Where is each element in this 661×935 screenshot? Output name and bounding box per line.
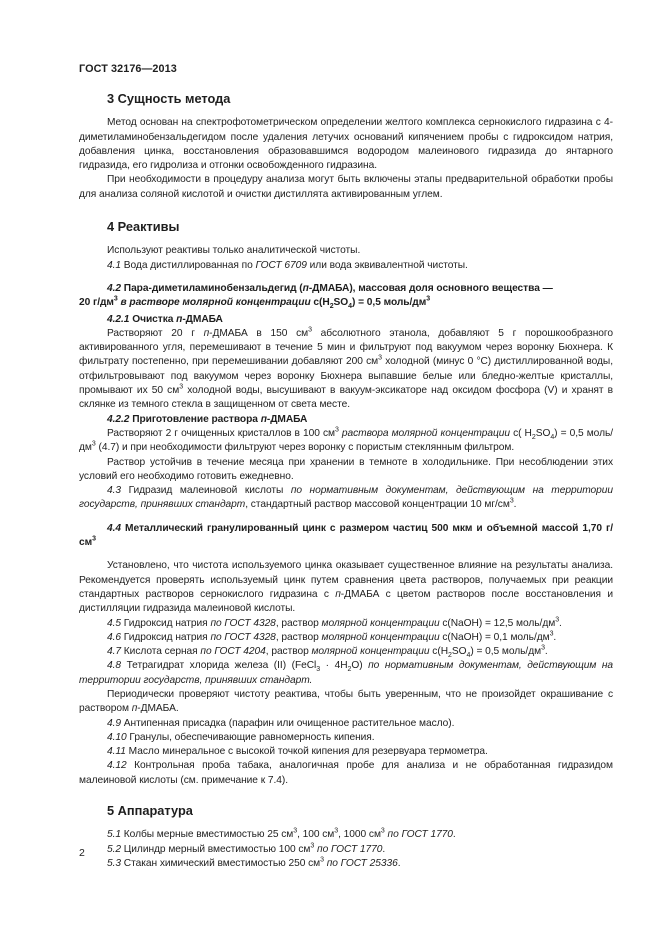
page-header-doc-id: ГОСТ 32176—2013 (79, 63, 177, 75)
item-4-11: 4.11 Масло минеральное с высокой точкой кипения для резервуара термометра. (107, 746, 488, 758)
item-4-5: 4.5 Гидроксид натрия по ГОСТ 4328, раствор молярной концентрации с(NaOH) = 12,5 моль/$дм^3$. (107, 616, 562, 629)
section-5-title: 5 Аппаратура (107, 803, 193, 819)
item-4-2-heading: 4.2 Пара-диметиламинобензальдегид (п-ДМАБА), массовая доля основного вещества — 20 $г/дм^3$ в растворе молярной концентрации $с(H_2SO_4) = 0,5$ моль/$дм^3$ (79, 282, 553, 311)
item-4-7: 4.7 Кислота серная по ГОСТ 4204, раствор молярной концентрации $с(H_2SO_4) = 0,5$ моль/$дм^3$. (107, 644, 548, 660)
section-4-intro: Используют реактивы только аналитической чистоты. (107, 245, 361, 257)
document-body (79, 92, 613, 871)
section-3-paragraph-2: При необходимости в процедуру анализа могут быть включены этапы предварительной обработки пробы для анализа соляной кислотой и очистки дистиллята активированным углем. (79, 174, 613, 200)
item-5-3: 5.3 Стакан химический вместимостью 250 $см^3$ по ГОСТ 25336. (107, 856, 401, 869)
item-4-2-2-heading: 4.2.2 Приготовление раствора п-ДМАБА (107, 413, 308, 425)
item-4-12: 4.12 Контрольная проба табака, аналогичная пробе для анализа и не обработанная гидразидом малеиновой кислоты (см. примечание к 7.4). (79, 760, 613, 786)
section-3-paragraph-1: Метод основан на спектрофотометрическом определении желтого комплекса сернокислого гидразина с 4-диметиламинобензальдегидом после удаления летучих оснований кипячением пробы с гидроксидом натрия, добавления цинка, восстановления образовавшимся водородом малеинового гидразида до янтарного гидразида, его гидролиза и отгонки освобожденного гидразина. (79, 117, 613, 172)
item-4-1: 4.1 Вода дистиллированная по ГОСТ 6709 или вода эквивалентной чистоты. (107, 259, 468, 271)
item-4-4-heading: 4.4 Металлический гранулированный цинк с размером частиц 500 мкм и объемной массой 1,70 $г/см^3$ (79, 522, 613, 549)
item-4-8: 4.8 Тетрагидрат хлорида железа (II) (FeCl$_3$ · $4H_2O$) по нормативным документам, действующим на территории государств, принявших стандарт. (79, 660, 613, 686)
item-4-2-1-text: Растворяют 20 г п-ДМАБА в 150 $см^3$ абсолютного этанола, добавляют 5 г порошкообразного активированного угля, перемешивают в течение 5 мин и фильтруют под вакуумом через воронку Бюхнера. К фильтрату постепенно, при перемешивании добавляют 200 $см^3$ холодной (минус 0 °С) дистиллированной воды, отфильтровывают под вакуумом через воронку Бюхнера выпавшие белые или бледно-желтые кристаллы, промывают их 50 $см^3$ холодной воды, высушивают в вакуум-эксикаторе над оксидом фосфора (V) и хранят в склянке из темного стекла в защищенном от света месте. (79, 326, 614, 411)
item-4-4-text: Установлено, что чистота используемого цинка оказывает существенное влияние на результаты анализа. Рекомендуется проверять используемый цинк путем сравнения цвета растворов, получаемых при реакции стандартных растворов сернокислого гидразина с п-ДМАБА с цветом растворов после восстановления и дистилляции гидразида малеиновой кислоты. (79, 560, 613, 615)
item-4-2-2-note: Раствор устойчив в течение месяца при хранении в темноте в холодильнике. При несоблюдении этих условий его необходимо готовить ежедневно. (79, 456, 613, 482)
section-3-title: 3 Сущность метода (107, 91, 231, 106)
item-4-8-note: Периодически проверяют чистоту реактива, чтобы быть уверенным, что не произойдет окрашивание с раствором п-ДМАБА. (79, 688, 613, 715)
item-4-6: 4.6 Гидроксид натрия по ГОСТ 4328, раствор молярной концентрации с(NaOH) = 0,1 моль/$дм^3$. (107, 630, 557, 643)
item-4-2-2-text: Растворяют 2 г очищенных кристаллов в 100 $см^3$ раствора молярной концентрации с( $H_2SO_4) = 0,5$ моль/$дм^3$ (4.7) и при необходимости фильтруют через воронку с пористым стеклянным фильтром. (79, 426, 613, 454)
item-5-1: 5.1 Колбы мерные вместимостью 25 $см^3$, 100 $см^3$, 1000 $см^3$ по ГОСТ 1770. (107, 827, 456, 841)
item-5-2: 5.2 Цилиндр мерный вместимостью 100 $см^3$ по ГОСТ 1770. (107, 842, 386, 855)
item-4-3: 4.3 Гидразид малеиновой кислоты по нормативным документам, действующим на территории государств, принявших стандарт, стандартный раствор массовой концентрации 10 $мг/см^3$. (79, 485, 613, 511)
item-4-10: 4.10 Гранулы, обеспечивающие равномерность кипения. (107, 731, 375, 743)
item-4-2-1-heading: 4.2.1 Очистка п-ДМАБА (107, 313, 223, 325)
page-number: 2 (79, 847, 85, 859)
item-4-9: 4.9 Антипенная присадка (парафин или очищенное растительное масло). (107, 717, 455, 729)
section-4-title: 4 Реактивы (107, 219, 180, 235)
